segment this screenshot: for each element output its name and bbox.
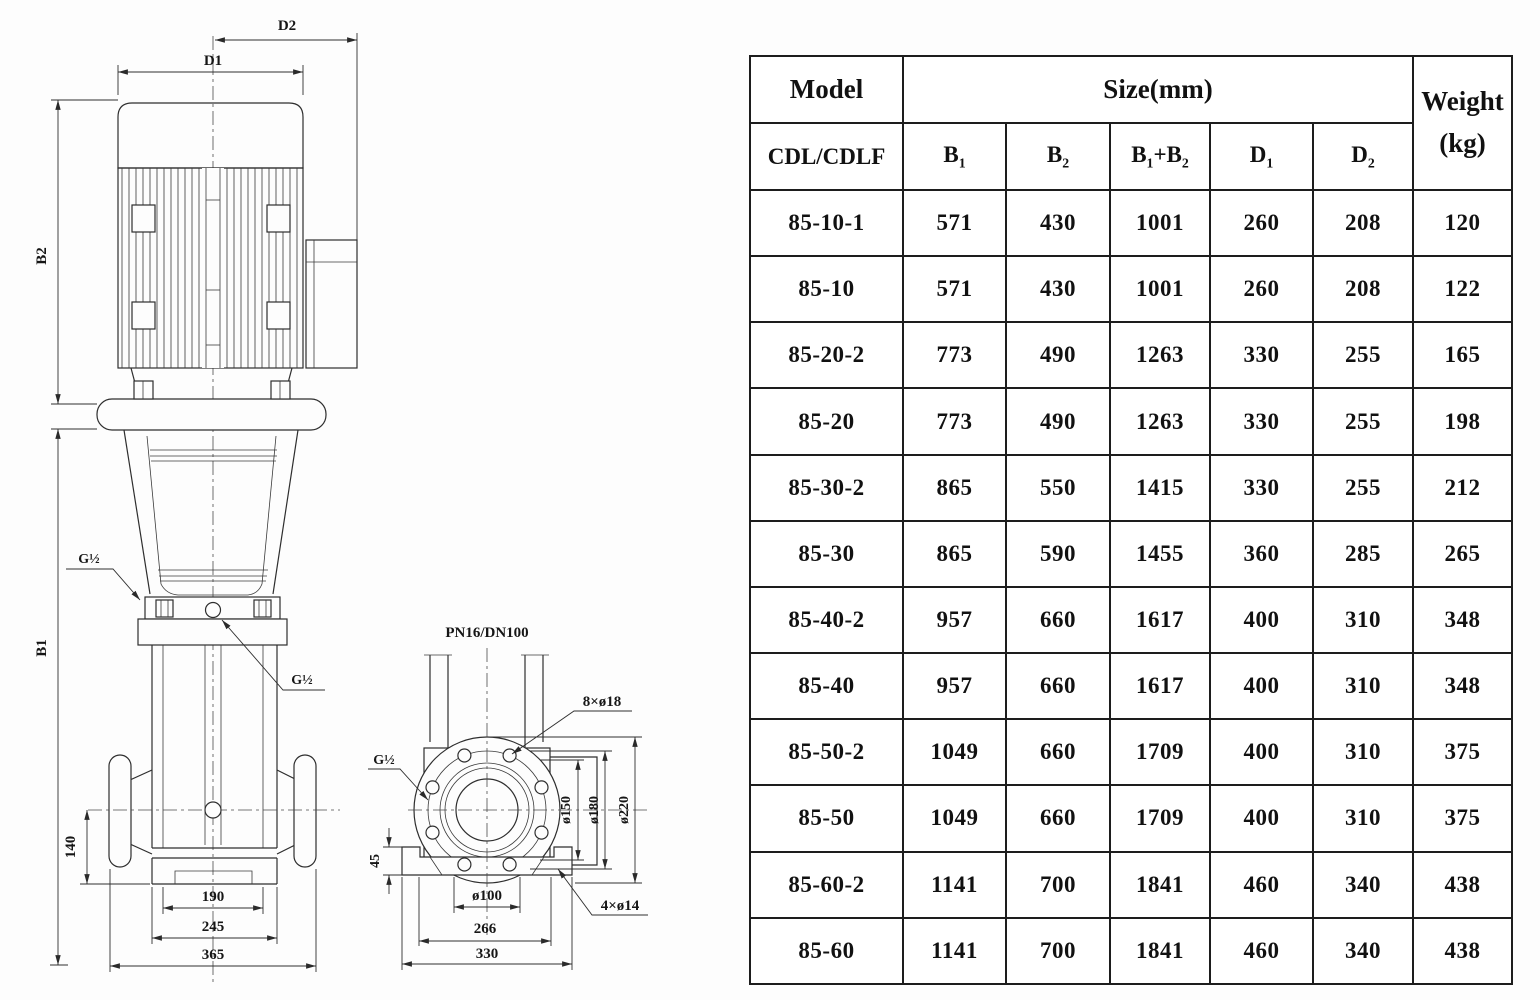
cell-d1: 260	[1210, 190, 1313, 256]
header-weight	[1413, 56, 1512, 190]
pump-dimension-drawing	[0, 0, 745, 1000]
cell-b1: 571	[903, 256, 1006, 322]
dim-label-140: 140	[63, 835, 79, 859]
dim-label-45: 45	[368, 854, 383, 868]
cell-b1b2: 1263	[1110, 388, 1210, 454]
cell-b1b2: 1263	[1110, 322, 1210, 388]
cell-b1b2: 1841	[1110, 918, 1210, 984]
cell-b1b2: 1617	[1110, 653, 1210, 719]
header-weight-line2: (kg)	[1439, 128, 1486, 158]
dia-label-150: ø150	[559, 796, 574, 824]
flange-spec-label: PN16/DN100	[445, 625, 529, 641]
cell-model: 85-60-2	[750, 852, 903, 918]
cell-weight: 265	[1413, 521, 1512, 587]
dim-label-266: 266	[473, 921, 497, 937]
cell-b1: 865	[903, 521, 1006, 587]
table-row	[750, 918, 1512, 984]
cell-weight: 348	[1413, 587, 1512, 653]
bolt-circle-note: 8×ø18	[582, 694, 622, 710]
cell-weight: 122	[1413, 256, 1512, 322]
cell-b1: 773	[903, 388, 1006, 454]
cell-b1b2: 1001	[1110, 256, 1210, 322]
cell-d1: 460	[1210, 852, 1313, 918]
cell-b1: 571	[903, 190, 1006, 256]
table-row	[750, 852, 1512, 918]
cell-b1: 773	[903, 322, 1006, 388]
cell-b1b2: 1709	[1110, 785, 1210, 851]
cell-b2: 590	[1006, 521, 1110, 587]
cell-d2: 340	[1313, 918, 1413, 984]
cell-weight: 348	[1413, 653, 1512, 719]
cell-d2: 310	[1313, 785, 1413, 851]
dim-label-d1: D1	[203, 53, 223, 69]
cell-model: 85-20-2	[750, 322, 903, 388]
cell-d1: 460	[1210, 918, 1313, 984]
cell-d1: 330	[1210, 322, 1313, 388]
port-label-g-half-right: G½	[291, 673, 313, 688]
cell-d2: 208	[1313, 190, 1413, 256]
cell-model: 85-50	[750, 785, 903, 851]
cell-weight: 375	[1413, 719, 1512, 785]
pump-flange-view	[402, 648, 648, 935]
table-row	[750, 256, 1512, 322]
cell-b1b2: 1709	[1110, 719, 1210, 785]
dim-label-b2: B2	[34, 247, 50, 265]
cell-weight: 198	[1413, 388, 1512, 454]
table-row	[750, 388, 1512, 454]
header-col-d1: $D_1$	[1210, 123, 1313, 190]
cell-model: 85-10	[750, 256, 903, 322]
cell-b1: 1141	[903, 852, 1006, 918]
header-col-b2: $B_2$	[1006, 123, 1110, 190]
table-header-row-2	[750, 123, 1512, 190]
cell-d2: 255	[1313, 388, 1413, 454]
cell-b2: 430	[1006, 190, 1110, 256]
cell-d1: 400	[1210, 719, 1313, 785]
cell-d1: 400	[1210, 587, 1313, 653]
header-col-d2: $D_2$	[1313, 123, 1413, 190]
cell-b2: 550	[1006, 455, 1110, 521]
cell-b1b2: 1455	[1110, 521, 1210, 587]
dim-label-190: 190	[201, 889, 225, 905]
cell-d2: 255	[1313, 455, 1413, 521]
cell-d1: 330	[1210, 455, 1313, 521]
cell-d1: 260	[1210, 256, 1313, 322]
port-label-g-half-flange: G½	[373, 753, 395, 768]
cell-b1b2: 1841	[1110, 852, 1210, 918]
cell-d1: 400	[1210, 785, 1313, 851]
table-row	[750, 719, 1512, 785]
header-col-b1b2: $B_1+B_2$	[1110, 123, 1210, 190]
cell-model: 85-30-2	[750, 455, 903, 521]
cell-model: 85-60	[750, 918, 903, 984]
header-col-b1: $B_1$	[903, 123, 1006, 190]
port-label-g-half-left: G½	[78, 552, 100, 567]
cell-weight: 375	[1413, 785, 1512, 851]
cell-b1: 1141	[903, 918, 1006, 984]
cell-model: 85-10-1	[750, 190, 903, 256]
cell-b2: 490	[1006, 322, 1110, 388]
dim-label-d2: D2	[277, 18, 297, 34]
cell-model: 85-30	[750, 521, 903, 587]
cell-b1: 1049	[903, 785, 1006, 851]
cell-weight: 212	[1413, 455, 1512, 521]
dim-label-b1: B1	[34, 639, 50, 657]
table-header-row-1	[750, 56, 1512, 123]
table-row	[750, 190, 1512, 256]
header-model: Model	[750, 56, 903, 123]
cell-d1: 400	[1210, 653, 1313, 719]
cell-weight: 120	[1413, 190, 1512, 256]
cell-d2: 285	[1313, 521, 1413, 587]
cell-b1b2: 1415	[1110, 455, 1210, 521]
cell-d2: 310	[1313, 587, 1413, 653]
cell-weight: 438	[1413, 852, 1512, 918]
table-row	[750, 587, 1512, 653]
table-row	[750, 455, 1512, 521]
cell-d1: 360	[1210, 521, 1313, 587]
table-row	[750, 785, 1512, 851]
cell-b2: 660	[1006, 785, 1110, 851]
cell-b1b2: 1001	[1110, 190, 1210, 256]
cell-b2: 700	[1006, 918, 1110, 984]
cell-weight: 438	[1413, 918, 1512, 984]
dia-label-180: ø180	[587, 796, 602, 824]
cell-d2: 310	[1313, 653, 1413, 719]
cell-b1: 957	[903, 587, 1006, 653]
dia-label-220: ø220	[617, 796, 632, 824]
cell-model: 85-40	[750, 653, 903, 719]
base-holes-note: 4×ø14	[600, 898, 640, 914]
cell-b2: 660	[1006, 719, 1110, 785]
table-row	[750, 521, 1512, 587]
cell-d2: 255	[1313, 322, 1413, 388]
cell-weight: 165	[1413, 322, 1512, 388]
pump-front-view	[88, 36, 357, 985]
cell-b2: 490	[1006, 388, 1110, 454]
cell-model: 85-20	[750, 388, 903, 454]
cell-b1: 1049	[903, 719, 1006, 785]
cell-b2: 660	[1006, 587, 1110, 653]
cell-d2: 310	[1313, 719, 1413, 785]
cell-d1: 330	[1210, 388, 1313, 454]
table-row	[750, 322, 1512, 388]
dim-label-245: 245	[201, 919, 225, 935]
cell-b2: 660	[1006, 653, 1110, 719]
cell-b2: 700	[1006, 852, 1110, 918]
dia-label-100: ø100	[472, 888, 502, 904]
cell-b2: 430	[1006, 256, 1110, 322]
table-row	[750, 653, 1512, 719]
cell-model: 85-40-2	[750, 587, 903, 653]
cell-b1b2: 1617	[1110, 587, 1210, 653]
spec-table	[749, 55, 1513, 985]
header-series: CDL/CDLF	[750, 123, 903, 190]
header-weight-line1: Weight	[1421, 86, 1504, 117]
header-size: Size(mm)	[903, 56, 1413, 123]
dim-label-365: 365	[201, 947, 225, 963]
cell-b1: 865	[903, 455, 1006, 521]
dim-label-330: 330	[475, 946, 499, 962]
cell-d2: 340	[1313, 852, 1413, 918]
cell-model: 85-50-2	[750, 719, 903, 785]
cell-b1: 957	[903, 653, 1006, 719]
cell-d2: 208	[1313, 256, 1413, 322]
